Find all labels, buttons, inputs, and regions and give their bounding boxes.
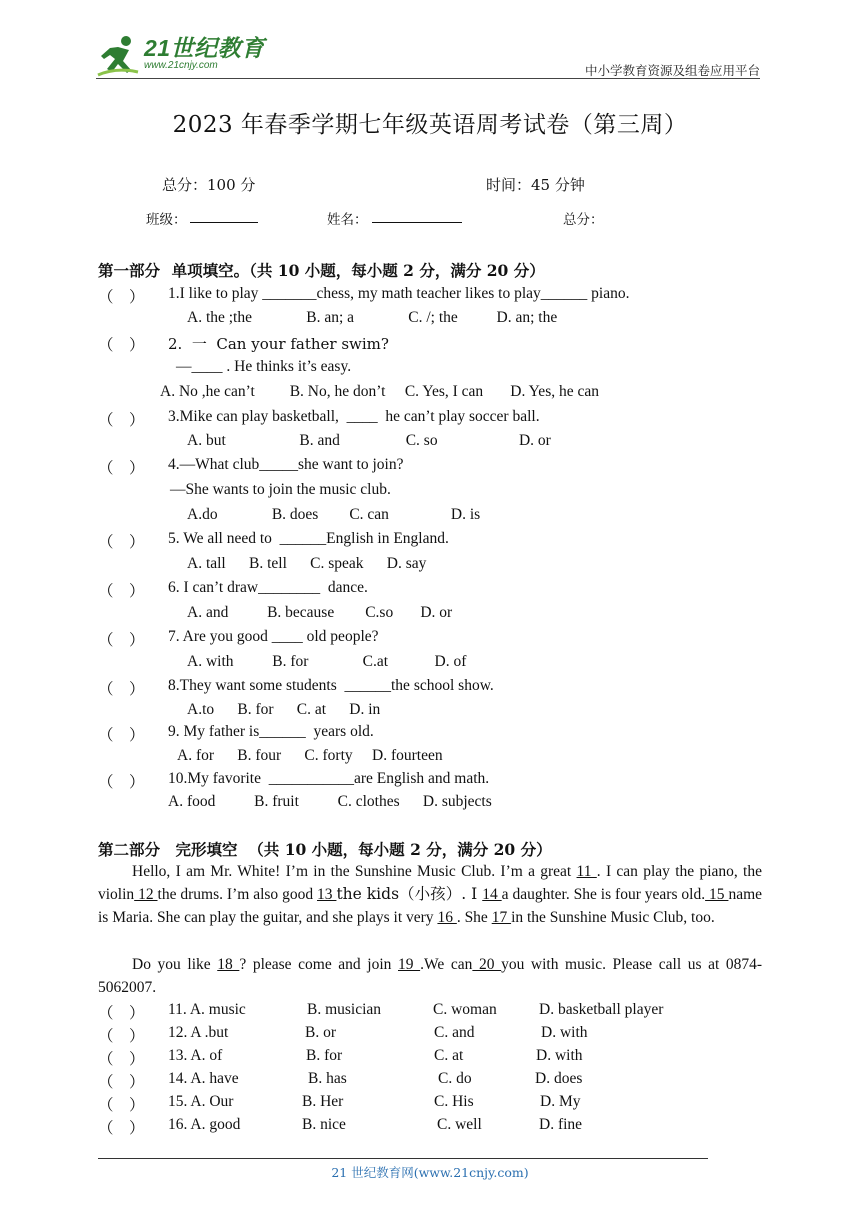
page-title: 2023 年春季学期七年级英语周考试卷（第三周） — [172, 112, 688, 138]
answer-paren[interactable]: （ ） — [98, 632, 145, 649]
answer-paren[interactable]: （ ） — [98, 1097, 145, 1114]
option-a: 11. A. music — [168, 1001, 246, 1018]
blank-13[interactable]: 13 — [317, 886, 337, 904]
score-label: 总分： — [563, 212, 604, 228]
logo-url: www.21cnjy.com — [144, 60, 218, 71]
options-line: A. tall B. tell C. speak D. say — [187, 555, 427, 572]
option-d: D. My — [540, 1093, 581, 1110]
question-line: 7. Are you good ____ old people? — [168, 628, 379, 645]
option-d: D. does — [535, 1070, 583, 1087]
option-a: 16. A. good — [168, 1116, 241, 1133]
question-line: 3.Mike can play basketball, ____ he can’t play soccer ball. — [168, 408, 540, 425]
footer-link[interactable]: 21 世纪教育网(www.21cnjy.com) — [331, 1165, 529, 1180]
options-line: A. with B. for C.at D. of — [187, 653, 467, 670]
option-c: C. woman — [433, 1001, 497, 1018]
blank-16[interactable]: 16 — [437, 909, 457, 927]
cloze-passage-p1: Hello, I am Mr. White! I’m in the Sunshine Music Club. I’m a great 11 . I can play the piano, the violin 12 the drums. I’m also good 13 the kids（小孩）. I 14 a daughter. She is four years old. 15 name is Maria. She can play the guitar, and she plays it very 16 . She 17 in the Sunshine Music Club, too. — [98, 863, 763, 927]
option-a: 12. A .but — [168, 1024, 229, 1041]
blank-18[interactable]: 18 — [217, 956, 240, 973]
answer-paren[interactable]: （ ） — [98, 1074, 145, 1091]
header-rule — [96, 78, 760, 79]
options-line: A. food B. fruit C. clothes D. subjects — [168, 793, 492, 810]
blank-12[interactable]: 12 — [134, 886, 158, 904]
options-line: A. but B. and C. so D. or — [187, 432, 551, 449]
answer-paren[interactable]: （ ） — [98, 534, 145, 551]
option-b: B. musician — [307, 1001, 382, 1018]
options-line: A. the ;the B. an; a C. /; the D. an; the — [187, 309, 558, 326]
question-line: —____ . He thinks it’s easy. — [176, 358, 352, 375]
answer-paren[interactable]: （ ） — [98, 1051, 145, 1068]
question-line: 2. 一 Can your father swim? — [168, 335, 389, 353]
options-line: A. for B. four C. forty D. fourteen — [177, 747, 443, 764]
options-line: A. and B. because C.so D. or — [187, 604, 453, 621]
blank-20[interactable]: 20 — [472, 956, 502, 973]
page-header — [96, 34, 760, 80]
logo — [96, 34, 265, 78]
blank-17[interactable]: 17 — [491, 909, 512, 927]
total-score: 总分：100 分 — [162, 176, 256, 194]
answer-paren[interactable]: （ ） — [98, 460, 145, 477]
blank-11[interactable]: 11 — [576, 863, 597, 880]
name-label: 姓名： — [327, 212, 368, 228]
answer-paren[interactable]: （ ） — [98, 1028, 145, 1045]
option-c: C. and — [434, 1024, 475, 1041]
option-b: B. nice — [302, 1116, 346, 1133]
option-d: D. with — [541, 1024, 588, 1041]
option-a: 13. A. of — [168, 1047, 223, 1064]
logo-text: 21世纪教育 — [144, 35, 265, 61]
question-line: 10.My favorite ___________are English and math. — [168, 770, 490, 787]
question-line: —She wants to join the music club. — [170, 481, 391, 498]
option-d: D. with — [536, 1047, 583, 1064]
answer-paren[interactable]: （ ） — [98, 774, 145, 791]
option-c: C. do — [438, 1070, 472, 1087]
answer-paren[interactable]: （ ） — [98, 1120, 145, 1137]
blank-15[interactable]: 15 — [705, 886, 729, 904]
options-line: A.to B. for C. at D. in — [187, 701, 381, 718]
option-c: C. well — [437, 1116, 482, 1133]
option-b: B. has — [308, 1070, 347, 1087]
question-line: 9. My father is______ years old. — [168, 723, 374, 740]
question-line: 5. We all need to ______English in England. — [168, 530, 449, 547]
answer-paren[interactable]: （ ） — [98, 583, 145, 600]
option-b: B. Her — [302, 1093, 344, 1110]
footer-rule — [98, 1158, 708, 1159]
option-b: B. or — [305, 1024, 336, 1041]
answer-paren[interactable]: （ ） — [98, 681, 145, 698]
class-label: 班级： — [146, 212, 187, 228]
time-limit: 时间：45 分钟 — [486, 176, 585, 194]
option-d: D. basketball player — [539, 1001, 664, 1018]
answer-paren[interactable]: （ ） — [98, 337, 145, 354]
answer-paren[interactable]: （ ） — [98, 1005, 145, 1022]
question-line: 4.—What club_____she want to join? — [168, 456, 404, 473]
blank-14[interactable]: 14 — [482, 886, 502, 904]
platform-name: 中小学教育资源及组卷应用平台 — [584, 63, 760, 78]
answer-paren[interactable]: （ ） — [98, 289, 145, 306]
question-line: 8.They want some students ______the school show. — [168, 677, 494, 694]
option-a: 15. A. Our — [168, 1093, 234, 1110]
question-line: 1.I like to play _______chess, my math teacher likes to play______ piano. — [168, 285, 630, 302]
options-line: A.do B. does C. can D. is — [187, 506, 481, 523]
part1-heading: 第一部分 单项填空。（共 10 小题，每小题 2 分，满分 20 分） — [98, 261, 545, 280]
option-c: C. His — [434, 1093, 474, 1110]
option-c: C. at — [434, 1047, 464, 1064]
question-line: 6. I can’t draw________ dance. — [168, 579, 368, 596]
options-line: A. No ,he can’t B. No, he don’t C. Yes, I can D. Yes, he can — [160, 383, 599, 400]
answer-paren[interactable]: （ ） — [98, 412, 145, 429]
answer-paren[interactable]: （ ） — [98, 727, 145, 744]
cloze-passage-p2: Do you like 18 ? please come and join 19 .We can 20 you with music. Please call us at 0874-5062007. — [98, 956, 763, 997]
blank-19[interactable]: 19 — [398, 956, 421, 973]
class-field[interactable] — [190, 222, 258, 223]
part2-heading: 第二部分 完形填空 （共 10 小题，每小题 2 分，满分 20 分） — [98, 840, 552, 859]
runner-logo-icon — [96, 34, 140, 78]
option-b: B. for — [306, 1047, 343, 1064]
option-d: D. fine — [539, 1116, 583, 1133]
option-a: 14. A. have — [168, 1070, 239, 1087]
name-field[interactable] — [372, 222, 462, 223]
